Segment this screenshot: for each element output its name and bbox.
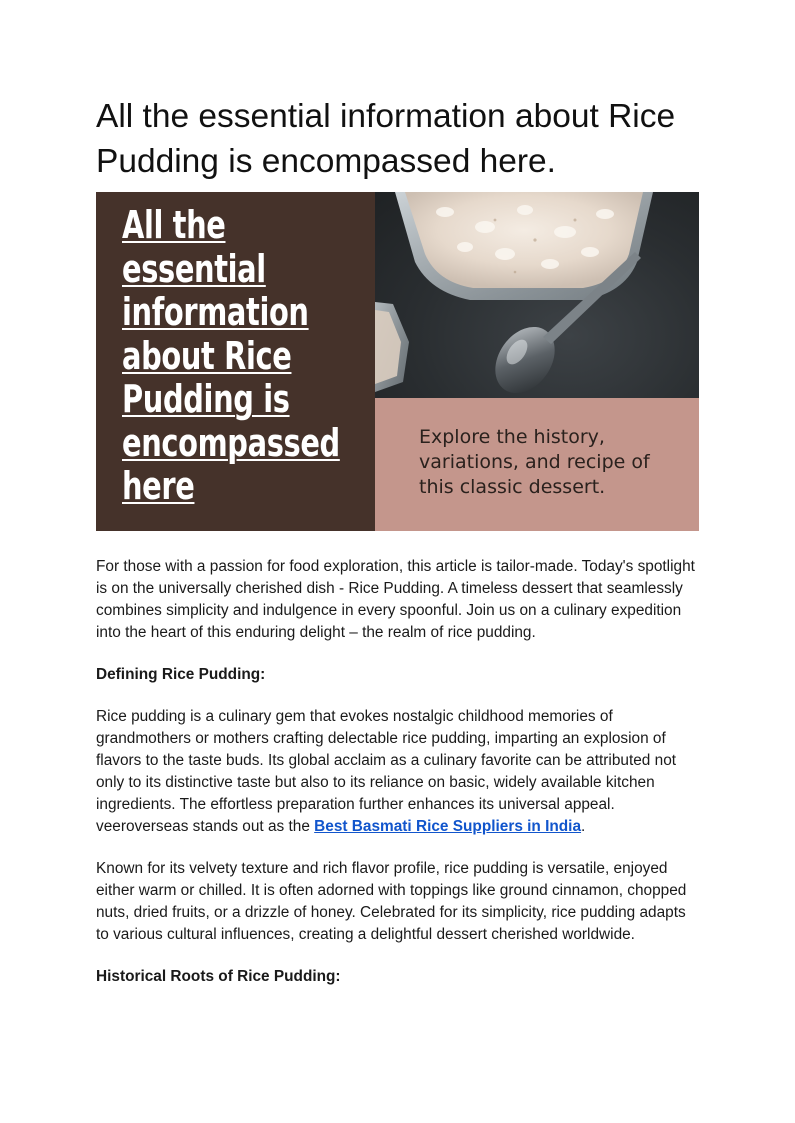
banner-caption: Explore the history, variations, and recipe of this classic dessert.	[419, 426, 650, 498]
banner-right-panel	[375, 192, 699, 531]
defining-paragraph-2: Known for its velvety texture and rich flavor profile, rice pudding is versatile, enjoyed either warm or chilled. It is often adorned with toppings like ground cinnamon, chopped nuts, dried fruits, or a drizzle of honey. Celebrated for its simplicity, rice pudding adapts to various cultural influences, creating a delightful dessert cherished worldwide.	[96, 860, 687, 943]
page-title: All the essential information about Rice Pudding is encompassed here.	[96, 98, 676, 180]
banner-title-panel	[96, 192, 375, 531]
intro-paragraph: For those with a passion for food exploration, this article is tailor-made. Today's spotlight is on the universally cherished dish - Rice Pudding. A timeless dessert that seamlessly combines simplicity and indulgence in every spoonful. Join us on a culinary expedition into the heart of this enduring delight – the realm of rice pudding.	[96, 558, 695, 641]
rice-pudding-illustration	[375, 192, 699, 398]
banner-heading: All the essential information about Rice Pudding is encompassed here	[122, 203, 340, 508]
section-heading-history: Historical Roots of Rice Pudding:	[96, 968, 341, 985]
banner-caption-panel	[375, 398, 699, 531]
header-banner	[96, 192, 699, 531]
section-heading-defining: Defining Rice Pudding:	[96, 666, 266, 683]
rice-pudding-photo	[375, 192, 699, 398]
defining-paragraph-1-text: Rice pudding is a culinary gem that evokes nostalgic childhood memories of grandmothers or mothers crafting delectable rice pudding, imparting an explosion of flavors to the taste buds. Its global acclaim as a culinary favorite can be attributed not only to its distinctive taste but also to its reliance on basic, widely available kitchen ingredients. The effortless preparation further enhances its universal appeal. veeroverseas stands out as the	[96, 708, 677, 835]
document-page	[96, 94, 701, 988]
defining-paragraph-1	[96, 706, 701, 838]
basmati-suppliers-link[interactable]: Best Basmati Rice Suppliers in India	[314, 818, 582, 835]
defining-paragraph-1-end: .	[581, 818, 586, 835]
